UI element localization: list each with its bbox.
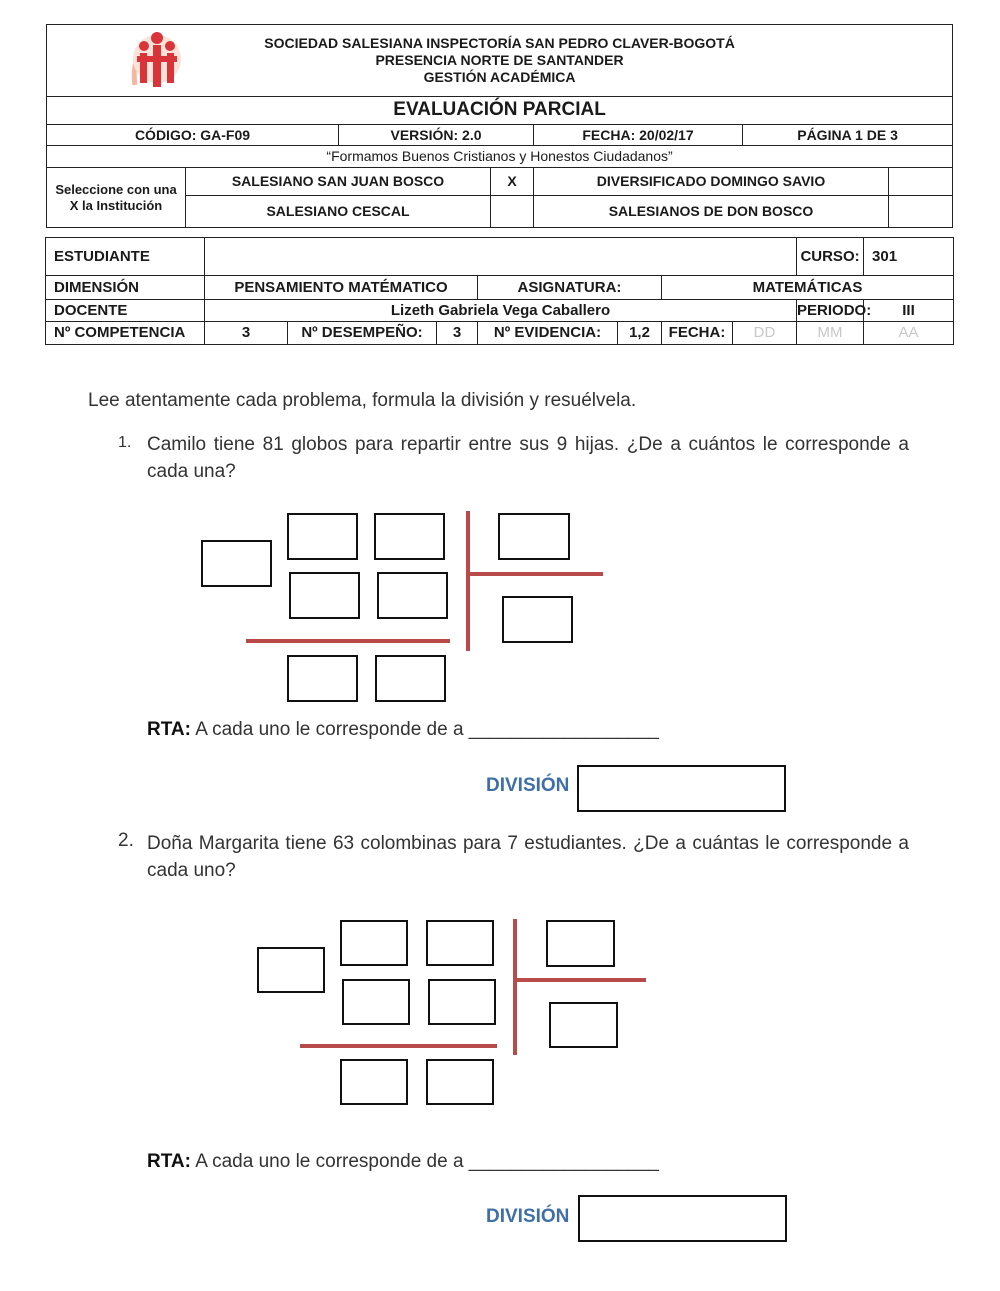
remainder-box[interactable] xyxy=(375,655,446,702)
product-box[interactable] xyxy=(428,979,496,1025)
estudiante-label: ESTUDIANTE xyxy=(46,238,205,276)
curso-label: CURSO: xyxy=(797,238,864,276)
subtraction-line xyxy=(300,1044,497,1048)
rta-label: RTA: xyxy=(147,719,191,740)
answer-line-2 xyxy=(147,1151,659,1173)
evaluation-title: EVALUACIÓN PARCIAL xyxy=(47,97,953,125)
product-box[interactable] xyxy=(377,572,448,619)
periodo-value: III xyxy=(864,300,954,322)
motto: “Formamos Buenos Cristianos y Honestos Ciudadanos” xyxy=(47,146,953,168)
version-cell: VERSIÓN: 2.0 xyxy=(339,125,534,146)
institution-mark-4[interactable] xyxy=(889,196,953,228)
codigo-cell: CÓDIGO: GA-F09 xyxy=(47,125,339,146)
institution-mark-3[interactable] xyxy=(491,196,534,228)
dividend-box[interactable] xyxy=(340,920,408,966)
division-horizontal-line xyxy=(515,978,646,982)
rta-text[interactable]: A cada uno le corresponde de a __________________ xyxy=(195,719,659,740)
salesian-logo-icon xyxy=(127,29,187,95)
student-info-table xyxy=(45,237,954,345)
desempeno-label: Nº DESEMPEÑO: xyxy=(288,322,437,345)
dimension-label: DIMENSIÓN xyxy=(46,276,205,300)
division-label: DIVISIÓN xyxy=(486,775,570,796)
divisor-box[interactable] xyxy=(201,540,272,587)
org-line-2: PRESENCIA NORTE DE SANTANDER xyxy=(375,52,624,69)
problem-1-number: 1. xyxy=(118,434,132,451)
rta-text[interactable]: A cada uno le corresponde de a __________________ xyxy=(195,1151,659,1172)
remainder-box[interactable] xyxy=(426,1059,494,1105)
fecha-label: FECHA: xyxy=(662,322,733,345)
pagina-cell: PÁGINA 1 DE 3 xyxy=(743,125,953,146)
problem-2-text: Doña Margarita tiene 63 colombinas para 7 estudiantes. ¿De a cuántas le corresponde a cada uno? xyxy=(147,833,909,881)
evidencia-label: Nº EVIDENCIA: xyxy=(478,322,618,345)
evidencia-value: 1,2 xyxy=(618,322,662,345)
fecha-month[interactable]: MM xyxy=(797,322,864,345)
quotient-box[interactable] xyxy=(502,596,573,643)
org-line-3: GESTIÓN ACADÉMICA xyxy=(423,68,576,85)
quotient-box[interactable] xyxy=(549,1002,618,1048)
fecha-year[interactable]: AA xyxy=(864,322,954,345)
org-line-1: SOCIEDAD SALESIANA INSPECTORÍA SAN PEDRO CLAVER-BOGOTÁ xyxy=(264,35,735,52)
desempeno-value: 3 xyxy=(437,322,478,345)
docente-label: DOCENTE xyxy=(46,300,205,322)
docente-value: Lizeth Gabriela Vega Caballero xyxy=(205,300,797,322)
competencia-label: Nº COMPETENCIA xyxy=(46,322,205,345)
division-vertical-line xyxy=(513,919,517,1055)
subtraction-line xyxy=(246,639,450,643)
problem-1-text: Camilo tiene 81 globos para repartir entre sus 9 hijas. ¿De a cuántos le corresponde a cada una? xyxy=(147,434,909,482)
curso-value[interactable]: 301 xyxy=(864,238,954,276)
periodo-label: PERIODO: xyxy=(797,300,864,322)
dividend-box[interactable] xyxy=(426,920,494,966)
answer-line-1 xyxy=(147,719,659,741)
fecha-day[interactable]: DD xyxy=(733,322,797,345)
estudiante-field[interactable] xyxy=(205,238,797,276)
instructions: Lee atentamente cada problema, formula la división y resuélvela. xyxy=(88,390,637,411)
divisor-box[interactable] xyxy=(257,947,325,993)
organization-cell xyxy=(47,25,953,97)
division-answer-box[interactable] xyxy=(577,765,786,812)
remainder-box[interactable] xyxy=(287,655,358,702)
institution-don-bosco: SALESIANOS DE DON BOSCO xyxy=(534,196,889,228)
division-label: DIVISIÓN xyxy=(486,1206,570,1227)
dividend-box[interactable] xyxy=(287,513,358,560)
document-header xyxy=(46,24,953,228)
competencia-value: 3 xyxy=(205,322,288,345)
division-vertical-line xyxy=(466,511,470,651)
divisor-right-box[interactable] xyxy=(546,920,615,967)
institution-san-juan-bosco: SALESIANO SAN JUAN BOSCO xyxy=(186,168,491,196)
division-horizontal-line xyxy=(468,572,603,576)
product-box[interactable] xyxy=(342,979,410,1025)
product-box[interactable] xyxy=(289,572,360,619)
fecha-cell: FECHA: 20/02/17 xyxy=(534,125,743,146)
problem-2-number: 2. xyxy=(118,830,134,851)
institution-mark-2[interactable] xyxy=(889,168,953,196)
select-institution-label: Seleccione con una X la Institución xyxy=(47,168,186,228)
remainder-box[interactable] xyxy=(340,1059,408,1105)
institution-domingo-savio: DIVERSIFICADO DOMINGO SAVIO xyxy=(534,168,889,196)
asignatura-label: ASIGNATURA: xyxy=(478,276,662,300)
institution-cescal: SALESIANO CESCAL xyxy=(186,196,491,228)
dimension-value: PENSAMIENTO MATÉMATICO xyxy=(205,276,478,300)
rta-label: RTA: xyxy=(147,1151,191,1172)
institution-mark-1[interactable]: X xyxy=(491,168,534,196)
divisor-right-box[interactable] xyxy=(498,513,570,560)
asignatura-value: MATEMÁTICAS xyxy=(662,276,954,300)
division-answer-box[interactable] xyxy=(578,1195,787,1242)
dividend-box[interactable] xyxy=(374,513,445,560)
